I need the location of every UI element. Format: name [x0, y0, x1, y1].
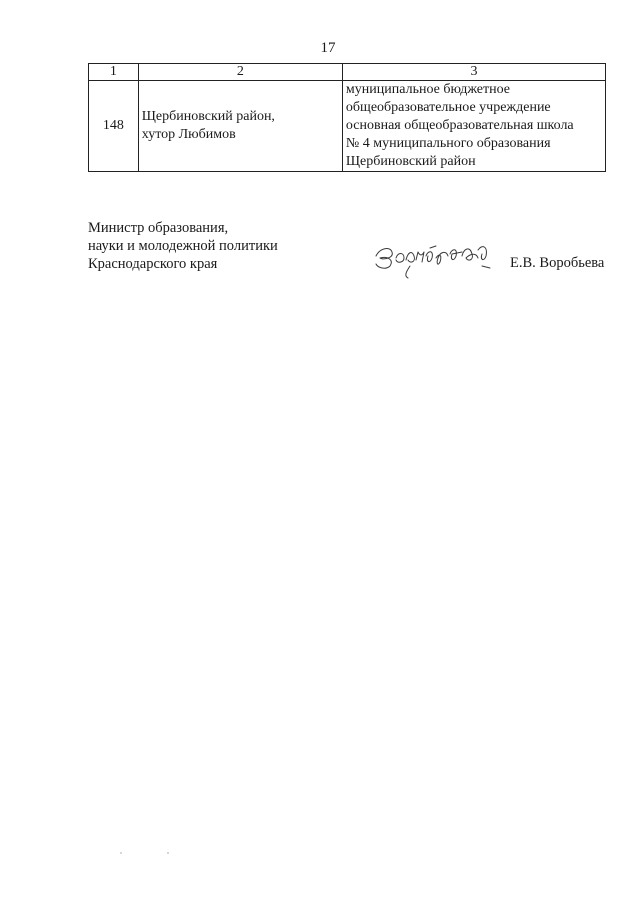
- scan-artifact: [118, 850, 178, 856]
- table-row: [89, 81, 606, 172]
- institution-line: муниципальное бюджетное: [345, 82, 511, 97]
- institution-line: основная общеобразовательная школа: [345, 118, 574, 133]
- column-header-3: 3: [342, 64, 605, 81]
- signatory-title: [88, 219, 278, 273]
- column-header-2: 2: [138, 64, 342, 81]
- handwritten-signature: [370, 226, 498, 286]
- institution-line: № 4 муниципального образования: [345, 136, 551, 151]
- location-line: хутор Любимов: [141, 127, 236, 142]
- institution-cell: [342, 81, 605, 172]
- location-cell: [138, 81, 342, 172]
- table-header-row: [89, 64, 606, 81]
- signatory-title-line: Краснодарского края: [88, 256, 218, 272]
- signatory-title-line: науки и молодежной политики: [88, 238, 278, 254]
- signatory-title-line: Министр образования,: [88, 220, 229, 236]
- institution-line: Щербиновский район: [345, 154, 476, 169]
- institution-line: общеобразовательное учреждение: [345, 100, 551, 115]
- location-line: Щербиновский район,: [141, 109, 275, 124]
- signer-name: Е.В. Воробьева: [510, 255, 605, 271]
- row-number-cell: 148: [89, 81, 139, 172]
- document-table: [88, 63, 606, 172]
- page-number: 17: [320, 40, 336, 56]
- column-header-1: 1: [89, 64, 139, 81]
